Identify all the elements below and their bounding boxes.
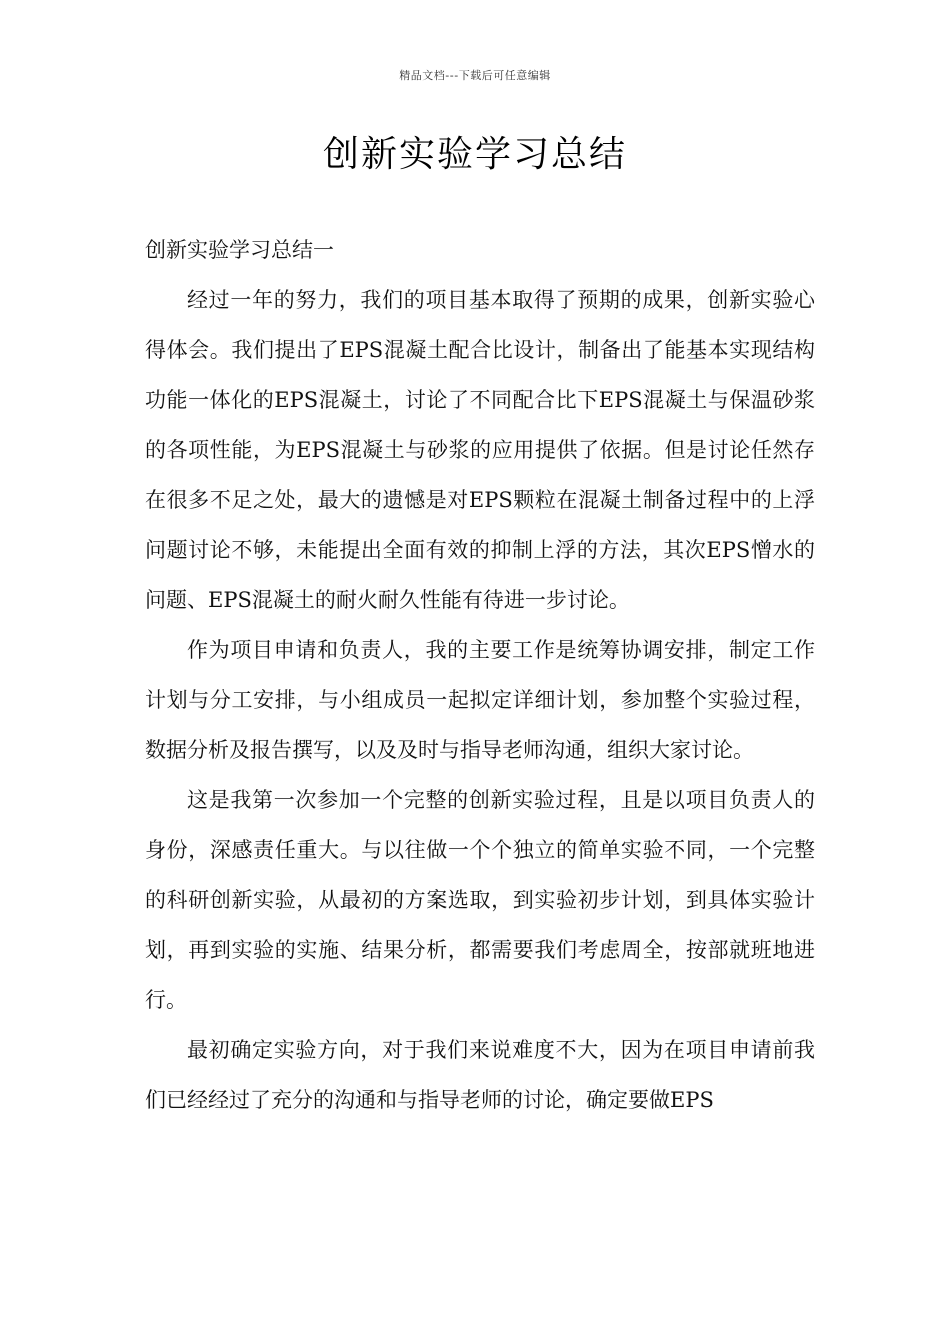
paragraph-4: 最初确定实验方向，对于我们来说难度不大，因为在项目申请前我们已经经过了充分的沟通和与指导老师的讨论，确定要做EPS xyxy=(145,1038,815,1112)
paragraph-2: 作为项目申请和负责人，我的主要工作是统筹协调安排，制定工作计划与分工安排，与小组成员一起拟定详细计划，参加整个实验过程，数据分析及报告撰写，以及及时与指导老师沟通，组织大家讨论。 xyxy=(145,638,815,762)
document-body xyxy=(145,225,815,1125)
section-heading: 创新实验学习总结一 xyxy=(145,238,334,262)
paragraph-1: 经过一年的努力，我们的项目基本取得了预期的成果，创新实验心得体会。我们提出了EPS混凝土配合比设计，制备出了能基本实现结构功能一体化的EPS混凝土，讨论了不同配合比下EPS混凝土与保温砂浆的各项性能，为EPS混凝土与砂浆的应用提供了依据。但是讨论任然存在很多不足之处，最大的遗憾是对EPS颗粒在混凝土制备过程中的上浮问题讨论不够，未能提出全面有效的抑制上浮的方法，其次EPS憎水的问题、EPS混凝土的耐火耐久性能有待进一步讨论。 xyxy=(145,288,815,612)
page-title: 创新实验学习总结 xyxy=(322,134,627,175)
paragraph-3: 这是我第一次参加一个完整的创新实验过程，且是以项目负责人的身份，深感责任重大。与以往做一个个独立的简单实验不同，一个完整的科研创新实验，从最初的方案选取，到实验初步计划，到具体实验计划，再到实验的实施、结果分析，都需要我们考虑周全，按部就班地进行。 xyxy=(145,788,815,1012)
header-note: 精品文档---下载后可任意编辑 xyxy=(399,69,551,82)
